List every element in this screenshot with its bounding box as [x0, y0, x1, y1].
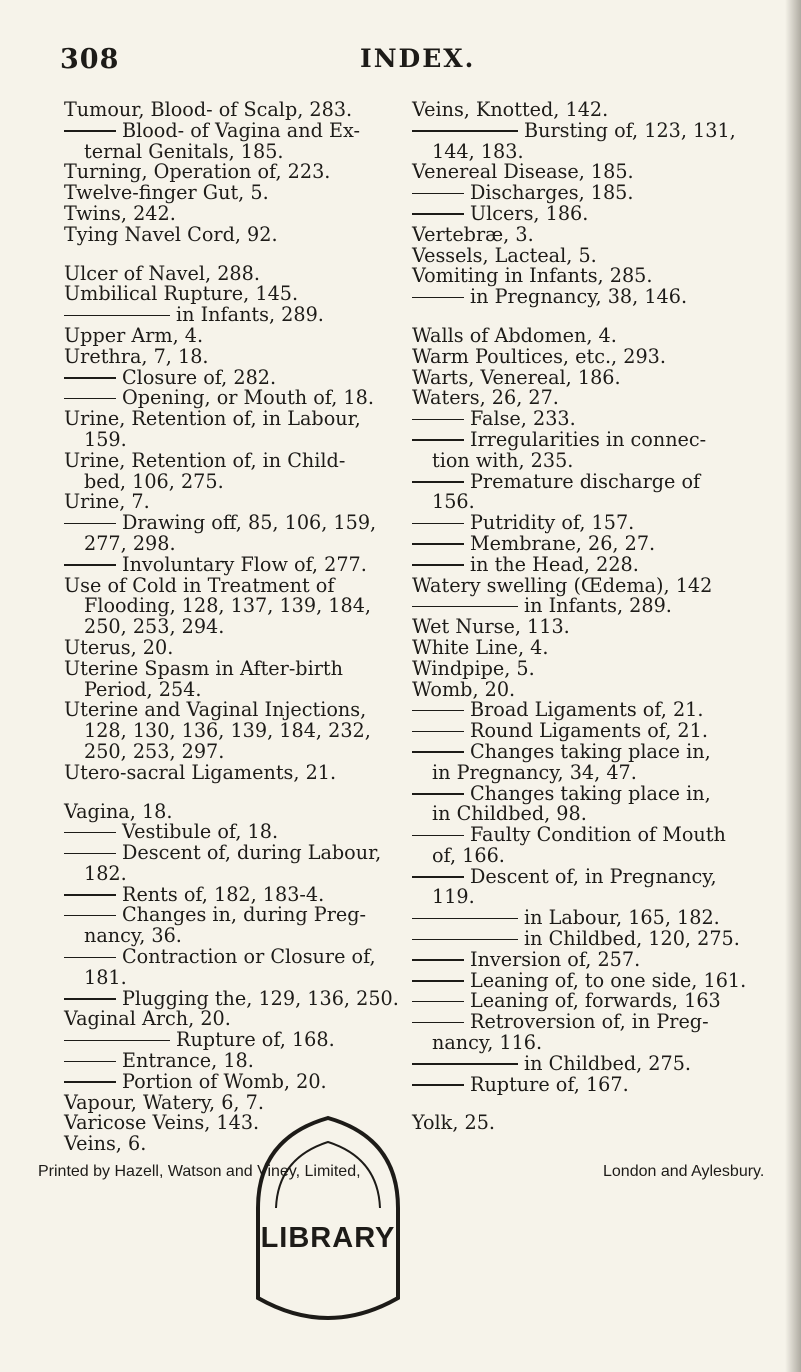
index-entry-text: White Line, 4.: [412, 635, 549, 659]
index-entry-text: Uterus, 20.: [64, 635, 174, 659]
index-entry-text: Umbilical Rupture, 145.: [64, 282, 299, 306]
index-entry: [412, 118, 772, 142]
index-entry-text: Upper Arm, 4.: [64, 323, 204, 347]
index-entry: [412, 427, 772, 451]
stamp-label: LIBRARY: [260, 1222, 396, 1254]
index-entry: [64, 1030, 386, 1051]
index-entry-text: Womb, 20.: [412, 677, 516, 701]
index-entry: [412, 573, 772, 597]
index-entry: [412, 201, 772, 225]
index-entry-text: Use of Cold in Treatment of: [64, 573, 335, 597]
index-entry: [64, 323, 386, 347]
index-entry-text: Leaning of, forwards, 163: [470, 989, 721, 1013]
index-entry-text: Faulty Condition of Mouth: [470, 823, 726, 847]
index-entry-text: Rents of, 182, 183-4.: [122, 882, 325, 906]
index-entry-text: nancy, 36.: [84, 924, 182, 948]
index-entry-text: Leaning of, to one side, 161.: [470, 968, 747, 992]
index-entry: [412, 635, 772, 659]
index-entry-text: Ulcer of Navel, 288.: [64, 261, 260, 285]
index-column-right: [412, 100, 772, 1134]
index-entry-text: Varicose Veins, 143.: [64, 1111, 260, 1135]
index-entry-text: Turning, Operation of, 223.: [64, 160, 331, 184]
ditto-dash: [412, 439, 464, 441]
index-entry: [64, 617, 386, 638]
index-entry-text: Urine, Retention of, in Labour,: [64, 407, 361, 431]
ditto-dash: [64, 398, 116, 400]
ditto-dash: [412, 213, 464, 215]
ditto-dash: [64, 377, 116, 379]
index-entry-text: Rupture of, 167.: [470, 1072, 629, 1096]
ditto-dash: [64, 130, 116, 132]
index-entry: [412, 947, 772, 971]
ditto-dash: [412, 1001, 464, 1003]
ditto-dash: [64, 853, 116, 855]
index-entry: [412, 739, 772, 763]
index-entry: [64, 947, 386, 968]
ditto-dash: [412, 193, 464, 195]
index-entry-text: Entrance, 18.: [122, 1049, 254, 1073]
index-entry: [64, 365, 386, 389]
index-entry: [64, 388, 386, 409]
index-entry-text: Plugging the, 129, 136, 250.: [122, 986, 399, 1010]
index-entry: [64, 905, 386, 926]
index-entry: [412, 1113, 772, 1134]
index-entry-text: Veins, 6.: [64, 1132, 147, 1156]
index-entry-text: Venereal Disease, 185.: [412, 160, 634, 184]
index-entry: [412, 344, 772, 368]
index-entry-text: in Childbed, 120, 275.: [524, 927, 740, 951]
index-entry-text: Retroversion of, in Preg-: [470, 1010, 709, 1034]
index-entry-text: in Pregnancy, 34, 47.: [432, 760, 637, 784]
page-title: INDEX.: [360, 44, 476, 73]
index-entry: [64, 344, 386, 368]
index-entry: [64, 469, 386, 493]
index-entry-text: Inversion of, 257.: [470, 947, 641, 971]
index-entry-text: Wet Nurse, 113.: [412, 615, 570, 639]
library-stamp: [238, 1098, 418, 1328]
index-entry-text: of, 166.: [432, 843, 505, 867]
index-entry: [412, 139, 772, 163]
index-entry-text: bed, 106, 275.: [84, 469, 224, 493]
index-entry-text: Urethra, 7, 18.: [64, 344, 209, 368]
index-entry-text: Rupture of, 168.: [176, 1028, 335, 1052]
page-number: 308: [60, 44, 120, 75]
ditto-dash: [412, 876, 464, 878]
index-entry-text: Watery swelling (Œdema), 142: [412, 573, 713, 597]
index-entry-text: Waters, 26, 27.: [412, 386, 559, 410]
ditto-dash: [412, 1063, 518, 1065]
index-entry-text: Warm Poultices, etc., 293.: [412, 344, 666, 368]
index-entry: [412, 183, 772, 204]
index-entry: [412, 323, 772, 347]
index-entry: [64, 531, 386, 555]
index-entry: [64, 100, 386, 121]
ditto-dash: [64, 832, 116, 834]
index-entry: [64, 183, 386, 204]
index-entry-text: 250, 253, 294.: [84, 615, 225, 639]
index-entry: [412, 492, 772, 513]
index-entry-text: Veins, Knotted, 142.: [412, 98, 609, 121]
ditto-dash: [412, 1022, 464, 1024]
index-entry: [412, 1051, 772, 1075]
ditto-dash: [412, 751, 464, 753]
index-entry-text: Urine, Retention of, in Child-: [64, 448, 346, 472]
ditto-dash: [64, 998, 116, 1000]
index-entry: [412, 513, 772, 534]
index-entry: [412, 929, 772, 950]
index-entry: [412, 287, 772, 308]
index-entry-text: Twins, 242.: [64, 201, 176, 225]
index-entry: [64, 882, 386, 906]
index-entry: [64, 656, 386, 680]
stamp-outline-icon: [238, 1098, 418, 1328]
ditto-dash: [412, 297, 464, 299]
index-entry: [64, 448, 386, 472]
index-entry: [412, 656, 772, 680]
index-entry-text: Urine, 7.: [64, 490, 150, 514]
index-entry-text: Tumour, Blood- of Scalp, 283.: [64, 98, 353, 121]
index-entry: [64, 926, 386, 947]
index-entry-text: Discharges, 185.: [470, 181, 634, 205]
index-entry: [412, 365, 772, 389]
page-edge-shadow: [785, 0, 801, 1372]
index-entry-text: Bursting of, 123, 131,: [524, 118, 736, 142]
ditto-dash: [412, 543, 464, 545]
index-entry-text: 277, 298.: [84, 531, 176, 555]
ditto-dash: [412, 731, 464, 733]
index-entry: [412, 1072, 772, 1096]
index-entry: [412, 100, 772, 121]
ditto-dash: [412, 793, 464, 795]
index-entry: [64, 822, 386, 843]
index-entry: [412, 781, 772, 805]
ditto-dash: [64, 523, 116, 525]
ditto-dash: [64, 1040, 170, 1042]
index-entry: [64, 700, 386, 721]
index-entry-text: Drawing off, 85, 106, 159,: [122, 511, 377, 535]
index-entry: [412, 1033, 772, 1054]
index-entry: [412, 760, 772, 784]
index-entry-text: Changes taking place in,: [470, 739, 711, 763]
index-entry-text: nancy, 116.: [432, 1031, 543, 1055]
index-entry-text: False, 233.: [470, 407, 576, 431]
index-entry: [64, 596, 386, 617]
printer-name: Printed by Hazell, Watson and Viney, Limited,: [38, 1163, 361, 1180]
index-entry: [64, 162, 386, 183]
page-header: [60, 44, 760, 84]
ditto-dash: [412, 710, 464, 712]
index-entry: [64, 986, 399, 1010]
index-entry-text: Premature discharge of: [470, 469, 701, 493]
index-entry-text: Tying Navel Cord, 92.: [64, 222, 278, 246]
index-entry-text: 182.: [84, 861, 127, 885]
index-entry: [412, 864, 772, 888]
index-entry-text: Broad Ligaments of, 21.: [470, 698, 704, 722]
index-entry: [64, 635, 386, 659]
index-entry-text: Utero-sacral Ligaments, 21.: [64, 760, 337, 784]
index-entry-text: Irregularities in connec-: [470, 427, 707, 451]
index-entry-text: Uterine Spasm in After-birth: [64, 656, 343, 680]
index-entry: [64, 843, 386, 864]
index-entry: [64, 965, 386, 989]
index-entry: [412, 700, 772, 721]
index-entry-text: 181.: [84, 965, 127, 989]
index-entry: [412, 388, 772, 409]
index-entry-text: Descent of, in Pregnancy,: [470, 864, 717, 888]
index-entry: [64, 799, 386, 823]
index-entry-text: Putridity of, 157.: [470, 511, 635, 535]
index-entry: [412, 552, 772, 576]
index-entry-text: Vessels, Lacteal, 5.: [412, 243, 597, 267]
index-entry: [64, 760, 386, 784]
ditto-dash: [64, 1061, 116, 1063]
index-entry-text: Vertebræ, 3.: [412, 222, 534, 246]
index-entry-text: in the Head, 228.: [470, 552, 639, 576]
index-entry: [64, 677, 386, 701]
index-entry: [64, 409, 386, 430]
index-entry: [64, 573, 386, 597]
ditto-dash: [412, 419, 464, 421]
index-entry-text: Changes taking place in,: [470, 781, 711, 805]
index-entry-text: Vestibule of, 18.: [122, 820, 279, 844]
index-entry: [412, 448, 772, 472]
index-entry-text: Closure of, 282.: [122, 365, 277, 389]
index-entry-text: Vaginal Arch, 20.: [64, 1007, 231, 1031]
index-entry-text: ternal Genitals, 185.: [84, 139, 284, 163]
ditto-dash: [64, 894, 116, 896]
index-entry-text: in Infants, 289.: [176, 303, 324, 327]
index-entry: [412, 1012, 772, 1033]
index-entry: [412, 469, 772, 493]
ditto-dash: [412, 130, 518, 132]
index-entry-text: in Pregnancy, 38, 146.: [470, 285, 688, 309]
index-entry: [412, 908, 772, 929]
index-entry-text: 156.: [432, 490, 475, 514]
index-entry-text: tion with, 235.: [432, 448, 574, 472]
index-entry-text: Involuntary Flow of, 277.: [122, 552, 367, 576]
index-entry-text: Flooding, 128, 137, 139, 184,: [84, 594, 371, 618]
ditto-dash: [412, 606, 518, 608]
ditto-dash: [412, 523, 464, 525]
index-entry-text: Vagina, 18.: [64, 799, 173, 823]
index-entry-text: 128, 130, 136, 139, 184, 232,: [84, 719, 371, 743]
index-entry-text: Period, 254.: [84, 677, 202, 701]
index-entry-text: in Labour, 165, 182.: [524, 906, 720, 930]
index-entry: [412, 804, 772, 825]
index-entry: [412, 617, 772, 638]
index-entry-text: Twelve-finger Gut, 5.: [64, 181, 269, 205]
index-entry-text: in Infants, 289.: [524, 594, 672, 618]
index-entry: [412, 162, 772, 183]
index-entry: [64, 861, 386, 885]
index-entry: [412, 677, 772, 701]
ditto-dash: [412, 980, 464, 982]
index-entry: [412, 222, 772, 246]
index-entry-text: 119.: [432, 885, 475, 909]
index-entry-text: Ulcers, 186.: [470, 201, 589, 225]
ditto-dash: [64, 1081, 116, 1083]
index-entry-text: Opening, or Mouth of, 18.: [122, 386, 374, 410]
index-entry-text: Uterine and Vaginal Injections,: [64, 698, 367, 722]
index-entry-text: Warts, Venereal, 186.: [412, 365, 621, 389]
index-entry-text: Portion of Womb, 20.: [122, 1069, 327, 1093]
index-entry: [64, 1069, 386, 1093]
index-entry-text: Changes in, during Preg-: [122, 903, 367, 927]
ditto-dash: [64, 315, 170, 317]
index-entry: [412, 825, 772, 846]
index-entry: [412, 721, 772, 742]
index-entry: [64, 721, 386, 742]
index-entry-text: Yolk, 25.: [412, 1111, 496, 1135]
index-entry-text: 159.: [84, 427, 127, 451]
index-entry-text: in Childbed, 275.: [524, 1051, 692, 1075]
ditto-dash: [412, 918, 518, 920]
index-entry: [64, 284, 386, 305]
index-entry-text: Walls of Abdomen, 4.: [412, 323, 617, 347]
index-entry: [64, 305, 386, 326]
index-entry: [64, 513, 386, 534]
ditto-dash: [412, 939, 518, 941]
index-entry: [412, 596, 772, 617]
index-entry-text: in Childbed, 98.: [432, 802, 587, 826]
index-entry: [64, 1051, 386, 1072]
index-entry: [64, 739, 386, 763]
index-entry: [64, 552, 386, 576]
index-entry-text: Round Ligaments of, 21.: [470, 719, 708, 743]
index-entry: [412, 887, 772, 908]
index-entry: [412, 266, 772, 287]
index-entry-text: 250, 253, 297.: [84, 739, 225, 763]
index-entry: [64, 201, 386, 225]
index-entry-text: Descent of, during Labour,: [122, 841, 382, 865]
index-entry-text: 144, 183.: [432, 139, 524, 163]
index-entry: [412, 991, 772, 1012]
ditto-dash: [64, 957, 116, 959]
index-entry: [412, 968, 772, 992]
index-entry: [412, 243, 772, 267]
index-entry: [64, 1009, 386, 1030]
index-column-left: [64, 98, 399, 1156]
ditto-dash: [412, 564, 464, 566]
index-entry: [412, 843, 772, 867]
index-entry: [64, 261, 386, 285]
index-entry: [64, 118, 386, 142]
index-entry: [64, 492, 386, 513]
ditto-dash: [64, 915, 116, 917]
index-entry: [64, 222, 386, 246]
index-entry: [412, 409, 772, 430]
ditto-dash: [412, 959, 464, 961]
index-entry-text: Contraction or Closure of,: [122, 945, 376, 969]
index-entry: [412, 531, 772, 555]
index-entry-text: Windpipe, 5.: [412, 656, 535, 680]
index-entry-text: Vomiting in Infants, 285.: [412, 264, 653, 288]
printer-location: London and Aylesbury.: [603, 1163, 765, 1180]
ditto-dash: [412, 481, 464, 483]
index-entry-text: Membrane, 26, 27.: [470, 531, 656, 555]
ditto-dash: [64, 564, 116, 566]
index-entry-text: Blood- of Vagina and Ex-: [122, 118, 360, 142]
ditto-dash: [412, 835, 464, 837]
index-entry-text: Vapour, Watery, 6, 7.: [64, 1090, 264, 1114]
index-entry: [64, 427, 386, 451]
index-entry: [64, 139, 386, 163]
ditto-dash: [412, 1084, 464, 1086]
